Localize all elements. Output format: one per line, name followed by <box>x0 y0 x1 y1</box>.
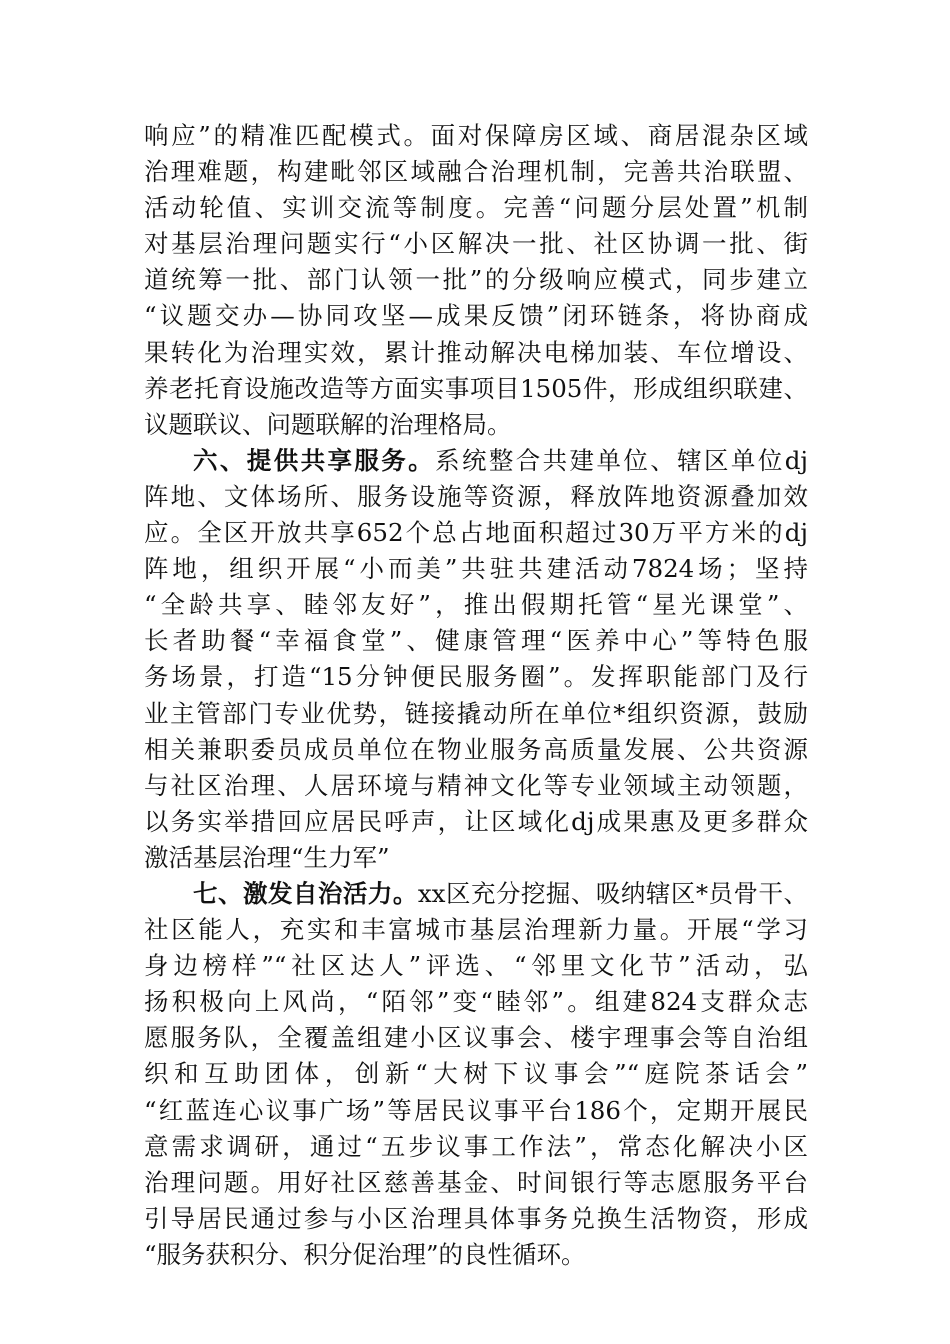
text-line: 养老托育设施改造等方面实事项目1505件，形成组织联建、 <box>144 373 808 403</box>
text-line: 果转化为治理实效，累计推动解决电梯加装、车位增设、 <box>144 337 808 367</box>
text-line: “红蓝连心议事广场”等居民议事平台186个，定期开展民 <box>144 1095 808 1125</box>
text-line: 应。全区开放共享652个总占地面积超过30万平方米的dj <box>144 518 808 548</box>
text-line: 业主管部门专业优势，链接撬动所在单位*组织资源，鼓励 <box>144 698 808 728</box>
document-page <box>144 118 808 1273</box>
text-line: 长者助餐“幸福食堂”、健康管理“医养中心”等特色服 <box>144 626 808 656</box>
section-six-first-line <box>144 443 808 479</box>
text-line: 以务实举措回应居民呼声，让区域化dj成果惠及更多群众 <box>144 806 808 836</box>
text-line: 活动轮值、实训交流等制度。完善“问题分层处置”机制 <box>144 193 808 223</box>
text-line: 对基层治理问题实行“小区解决一批、社区协调一批、街 <box>144 229 808 259</box>
text-line: 激活基层治理“生力军” <box>144 842 390 872</box>
text-line: 社区能人，充实和丰富城市基层治理新力量。开展“学习 <box>144 915 808 945</box>
text-line: 响应”的精准匹配模式。面对保障房区域、商居混杂区域 <box>144 121 808 150</box>
text-line: 治理问题。用好社区慈善基金、时间银行等志愿服务平台 <box>144 1167 808 1197</box>
text-line: 务场景，打造“15分钟便民服务圈”。发挥职能部门及行 <box>144 662 808 692</box>
text-line: 治理难题，构建毗邻区域融合治理机制，完善共治联盟、 <box>144 157 808 187</box>
text-line: 扬积极向上风尚，“陌邻”变“睦邻”。组建824支群众志 <box>144 987 808 1017</box>
text-line: 与社区治理、人居环境与精神文化等专业领域主动领题， <box>144 770 808 800</box>
text-line: 阵地，组织开展“小而美”共驻共建活动7824场；坚持 <box>144 554 808 584</box>
text-line: 阵地、文体场所、服务设施等资源，释放阵地资源叠加效 <box>144 481 808 511</box>
paragraph-continued <box>144 118 808 443</box>
text-line: “议题交办—协同攻坚—成果反馈”闭环链条，将协商成 <box>144 301 808 331</box>
text-line: 愿服务队，全覆盖组建小区议事会、楼宇理事会等自治组 <box>144 1023 808 1053</box>
text-line: “全龄共享、睦邻友好”，推出假期托管“星光课堂”、 <box>144 590 808 620</box>
text-line: “服务获积分、积分促治理”的良性循环。 <box>144 1239 586 1269</box>
text-line: 道统筹一批、部门认领一批”的分级响应模式，同步建立 <box>144 265 808 295</box>
text-line: 意需求调研，通过“五步议事工作法”，常态化解决小区 <box>144 1131 808 1161</box>
section-six-heading: 六、提供共享服务。 <box>193 445 436 475</box>
text-line: 织和互助团体，创新“大树下议事会”“庭院茶话会” <box>144 1059 808 1089</box>
section-seven-first-line <box>144 876 808 912</box>
text-segment: xx区充分挖掘、吸纳辖区*员骨干、 <box>417 878 808 908</box>
text-line: 身边榜样”“社区达人”评选、“邻里文化节”活动，弘 <box>144 951 808 981</box>
section-seven-paragraph <box>144 876 808 1273</box>
text-line: 议题联议、问题联解的治理格局。 <box>144 409 512 439</box>
text-line: 引导居民通过参与小区治理具体事务兑换生活物资，形成 <box>144 1203 808 1233</box>
section-six-paragraph <box>144 443 808 876</box>
text-line: 相关兼职委员成员单位在物业服务高质量发展、公共资源 <box>144 734 808 764</box>
text-segment: 系统整合共建单位、辖区单位dj <box>435 445 808 475</box>
section-seven-heading: 七、激发自治活力。 <box>193 878 418 908</box>
